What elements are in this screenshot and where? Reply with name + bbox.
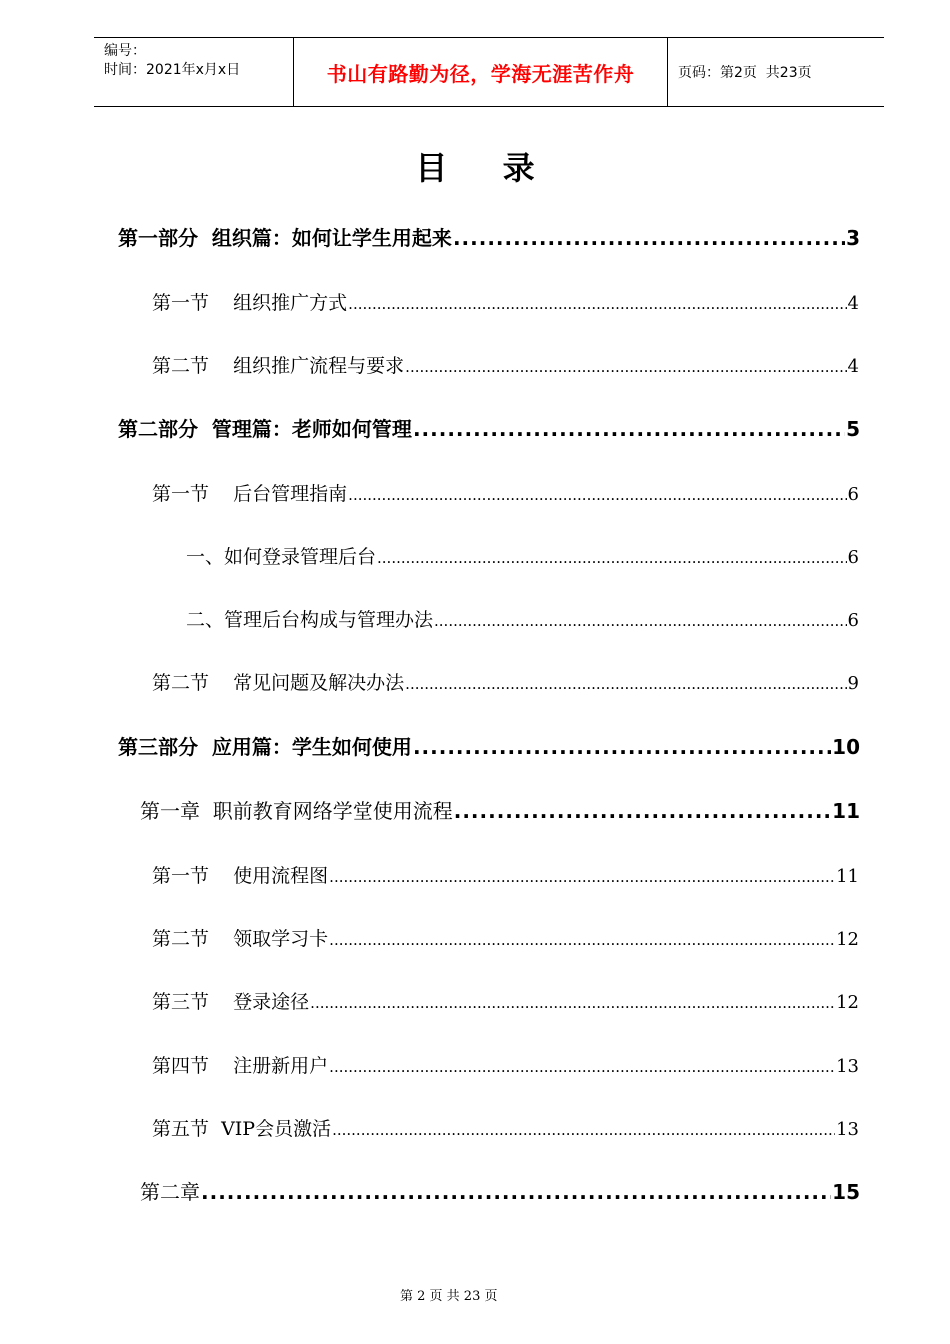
toc-leader bbox=[348, 486, 846, 504]
toc-entry-page: 6 bbox=[847, 610, 859, 631]
toc-entry-label: 第一部分 组织篇：如何让学生用起来 bbox=[118, 226, 452, 250]
toc-entry-label: 第二部分 管理篇：老师如何管理 bbox=[118, 417, 412, 441]
toc-leader bbox=[329, 1058, 835, 1076]
toc-leader bbox=[405, 675, 846, 693]
page-footer: 第 2 页 共 23 页 bbox=[400, 1289, 498, 1304]
toc-entry-label: 第二节 组织推广流程与要求 bbox=[152, 355, 405, 377]
header-motto: 书山有路勤为径，学海无涯苦作舟 bbox=[294, 38, 668, 106]
toc-entry-label: 第一节 后台管理指南 bbox=[152, 483, 348, 505]
toc-entry-label: 第四节 注册新用户 bbox=[152, 1055, 329, 1077]
header-number-label: 编号： bbox=[104, 43, 146, 59]
toc-entry[interactable] bbox=[152, 1051, 859, 1078]
toc-entry-page: 13 bbox=[836, 1119, 859, 1140]
toc-entry-label: 第一节 使用流程图 bbox=[152, 865, 329, 887]
toc-entry-page: 9 bbox=[847, 673, 859, 694]
toc-leader bbox=[332, 1121, 835, 1139]
toc-entry-label: 第一章 职前教育网络学堂使用流程 bbox=[140, 799, 453, 823]
toc-entry-page: 12 bbox=[836, 929, 859, 950]
toc-entry[interactable] bbox=[186, 542, 859, 569]
toc-entry-page: 11 bbox=[836, 866, 859, 887]
page-title: 目 录 bbox=[415, 149, 557, 187]
toc-leader bbox=[405, 358, 846, 376]
toc-entry[interactable] bbox=[140, 1176, 860, 1205]
toc-entry-page: 15 bbox=[832, 1180, 860, 1204]
toc-entry[interactable] bbox=[118, 222, 860, 251]
header-time-label: 时间：2021年x月x日 bbox=[104, 62, 241, 78]
toc-entry-page: 6 bbox=[847, 547, 859, 568]
toc-entry[interactable] bbox=[152, 668, 859, 695]
toc-leader bbox=[434, 612, 847, 630]
toc-entry[interactable] bbox=[118, 731, 860, 760]
toc-entry-page: 11 bbox=[832, 799, 860, 823]
toc-entry-label: 第二节 领取学习卡 bbox=[152, 928, 329, 950]
toc-entry[interactable] bbox=[140, 795, 860, 824]
toc-entry-page: 5 bbox=[846, 417, 860, 441]
toc-entry-label: 第三部分 应用篇：学生如何使用 bbox=[118, 735, 412, 759]
toc-leader bbox=[201, 1180, 831, 1204]
toc-leader bbox=[348, 295, 846, 313]
toc-leader bbox=[329, 931, 835, 949]
toc-leader bbox=[413, 735, 831, 759]
toc-entry-page: 4 bbox=[847, 293, 859, 314]
toc-entry[interactable] bbox=[152, 479, 859, 506]
toc-leader bbox=[310, 994, 835, 1012]
toc-entry[interactable] bbox=[152, 861, 859, 888]
toc-leader bbox=[329, 868, 835, 886]
toc-leader bbox=[454, 799, 831, 823]
toc-entry[interactable] bbox=[152, 924, 859, 951]
toc-entry-page: 12 bbox=[836, 992, 859, 1013]
toc-entry-label: 第二章 bbox=[140, 1180, 200, 1204]
toc-entry[interactable] bbox=[152, 987, 859, 1014]
header-page-info: 页码：第2页 共23页 bbox=[678, 65, 812, 81]
toc-entry-page: 10 bbox=[832, 735, 860, 759]
toc-entry[interactable] bbox=[152, 1114, 859, 1141]
toc-leader bbox=[453, 226, 845, 250]
toc-entry-label: 第三节 登录途径 bbox=[152, 991, 310, 1013]
toc-entry[interactable] bbox=[186, 605, 859, 632]
toc-entry-label: 第二节 常见问题及解决办法 bbox=[152, 672, 405, 694]
toc-entry[interactable] bbox=[118, 413, 860, 442]
toc-entry[interactable] bbox=[152, 288, 859, 315]
toc-entry-page: 13 bbox=[836, 1056, 859, 1077]
toc-entry-page: 3 bbox=[846, 226, 860, 250]
toc-entry-page: 4 bbox=[847, 356, 859, 377]
toc-entry-page: 6 bbox=[847, 484, 859, 505]
toc-entry-label: 一、如何登录管理后台 bbox=[186, 546, 377, 568]
toc-leader bbox=[377, 549, 847, 567]
toc-leader bbox=[413, 417, 845, 441]
toc-entry-label: 第五节 VIP会员激活 bbox=[152, 1118, 332, 1140]
toc-entry[interactable] bbox=[152, 351, 859, 378]
toc-entry-label: 第一节 组织推广方式 bbox=[152, 292, 348, 314]
toc-entry-label: 二、管理后台构成与管理办法 bbox=[186, 609, 434, 631]
